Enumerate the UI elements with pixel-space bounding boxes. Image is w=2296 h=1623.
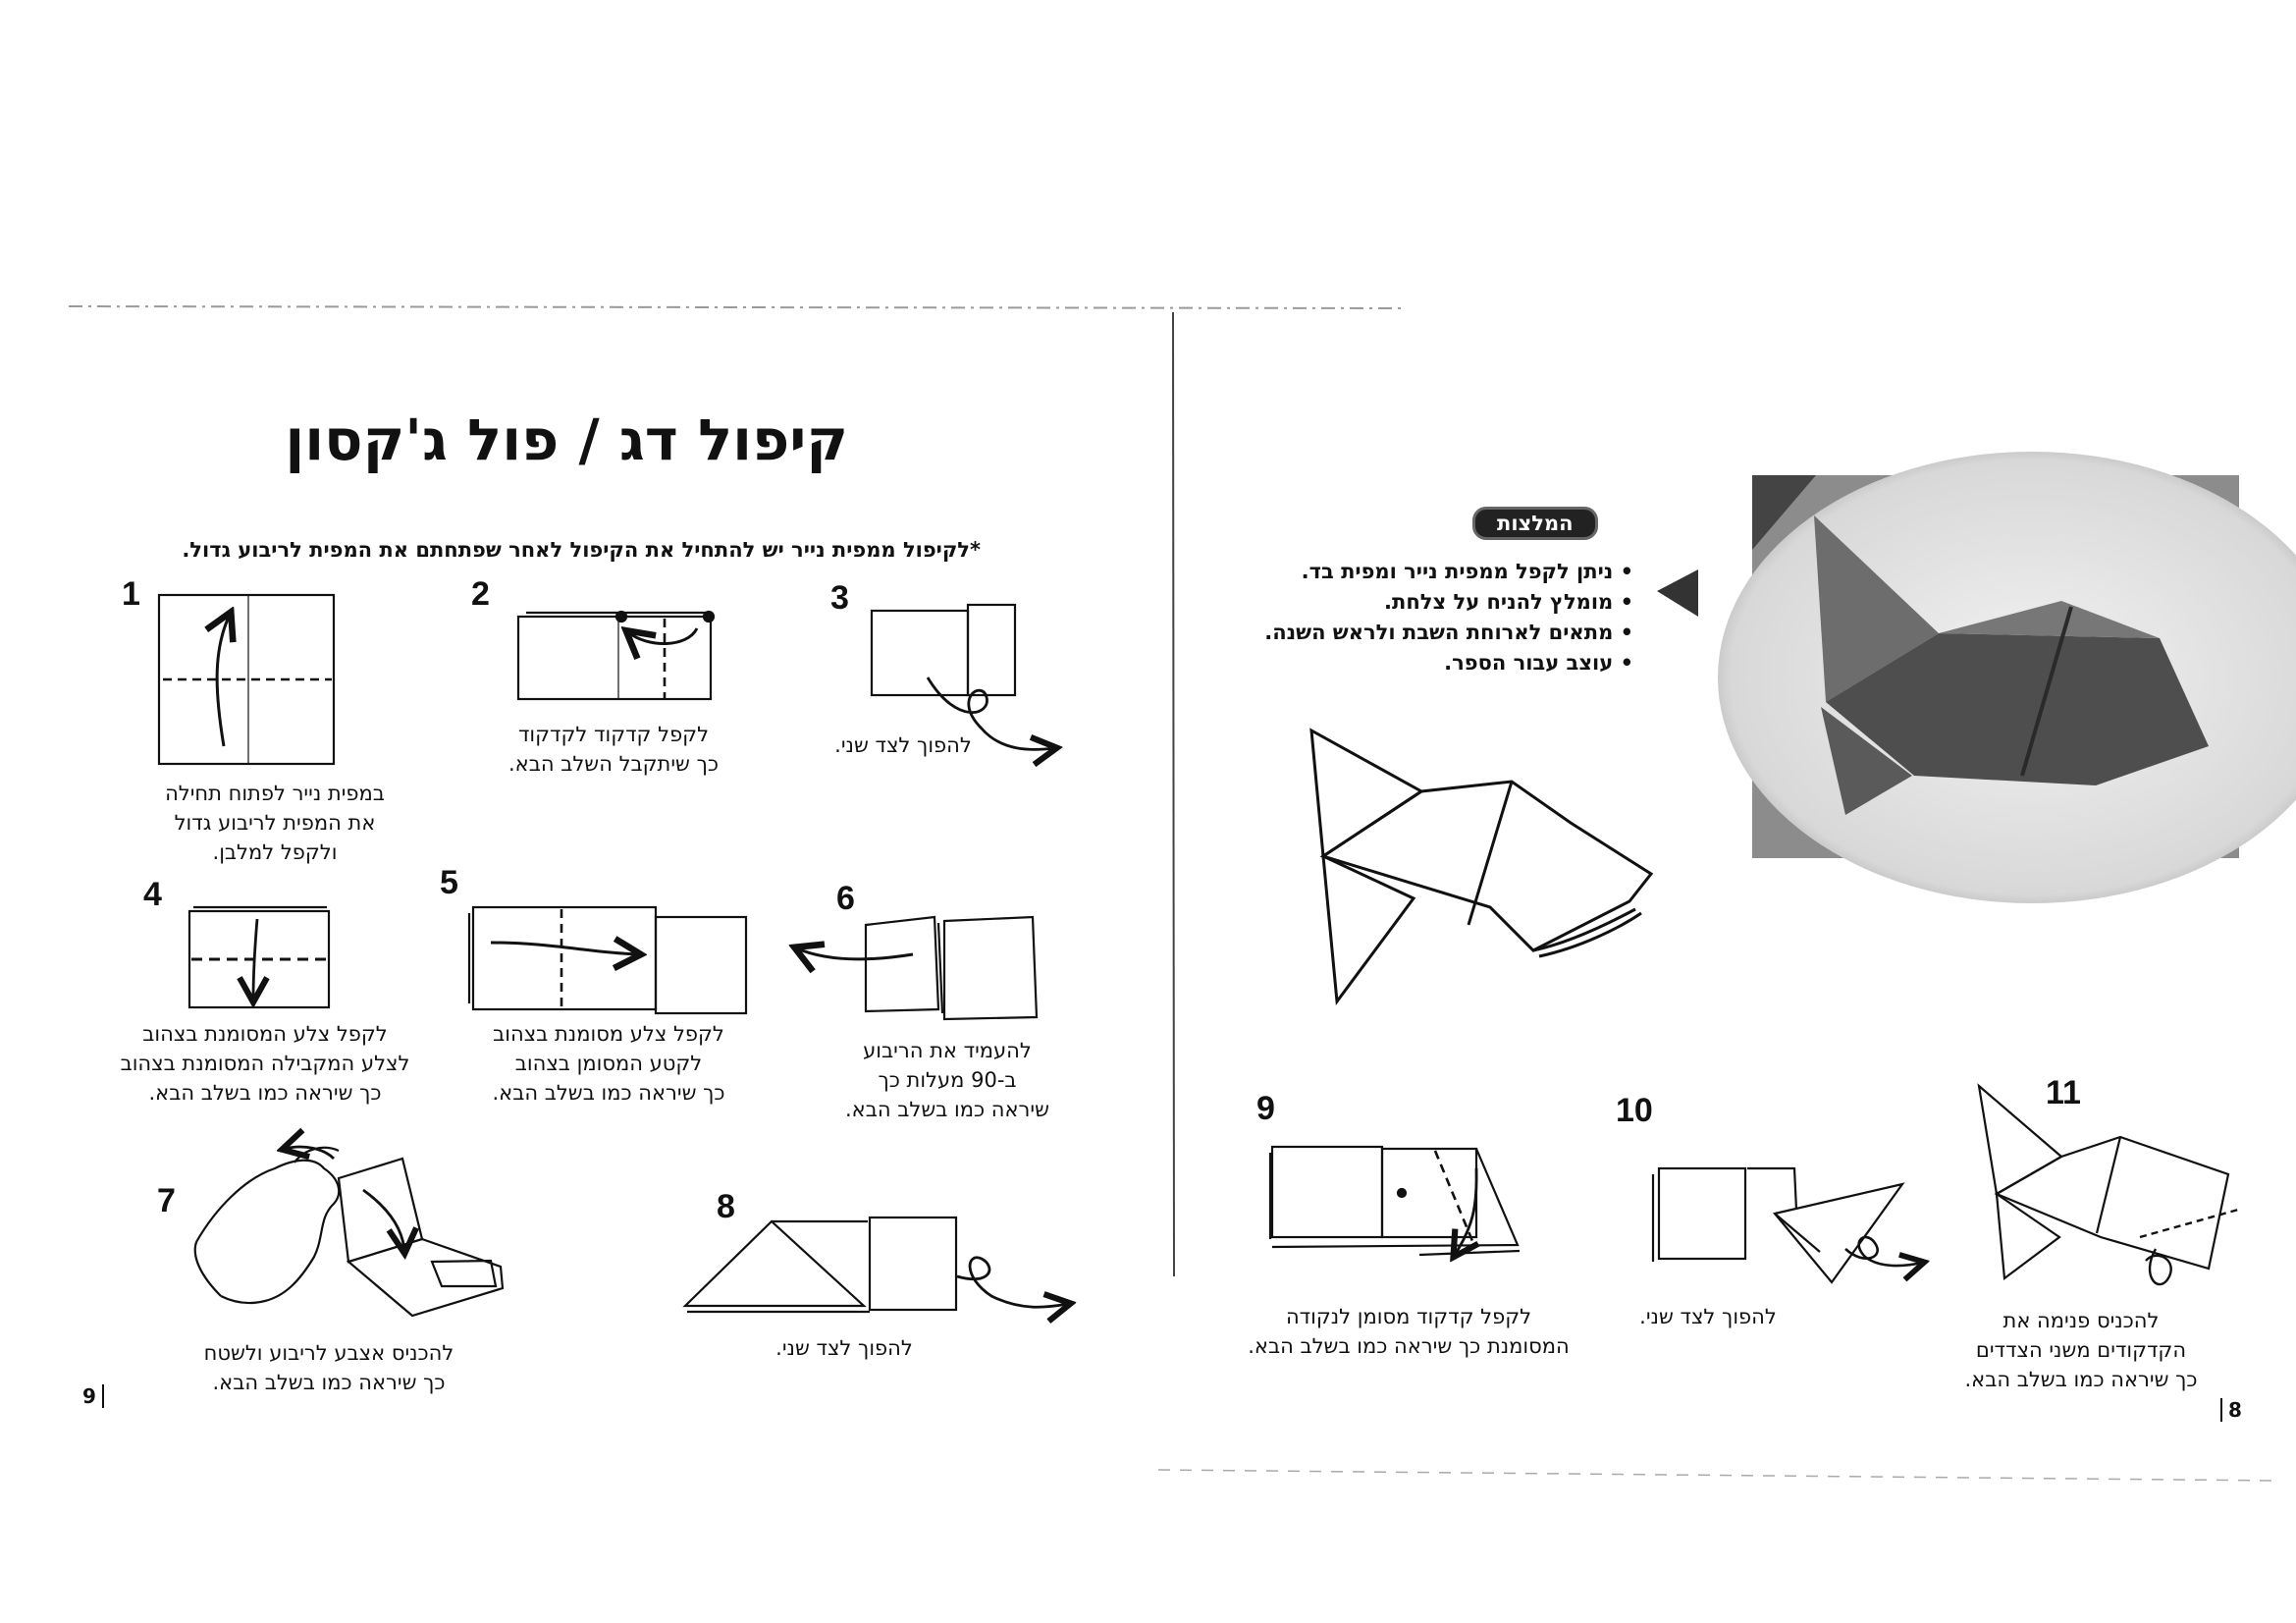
tip-item: • מתאים לארוחת השבת ולראש השנה. [1264,618,1633,648]
step-9-number: 9 [1256,1090,1275,1127]
step-3-caption [815,730,991,760]
step-4-diagram [189,907,329,1007]
step-9-diagram [1270,1147,1520,1255]
step-2-diagram [518,612,714,699]
tips-pointer-icon [1657,569,1698,617]
fish-photo [1718,452,2296,903]
step-11-diagram [1979,1086,2238,1284]
left-page-number: 9 [82,1384,104,1408]
step-1-line-3: ולקפל למלבן. [212,840,338,864]
intro-note: *לקיפול ממפית נייר יש להתחיל את הקיפול לאחר שפתחתם את המפית לריבוע גדול. [182,538,981,562]
step-8-caption [756,1333,933,1363]
step-2-number: 2 [471,575,490,613]
step-6-line-1: להעמיד את הריבוע [863,1039,1032,1062]
step-4-line-3: כך שיראה כמו בשלב הבא. [148,1081,382,1105]
step-5-number: 5 [440,864,458,901]
step-7-line-2: כך שיראה כמו בשלב הבא. [212,1371,446,1394]
step-1-caption [157,779,393,867]
right-page-number: 8 [2220,1398,2242,1422]
scan-bottom-line [1158,1470,2277,1481]
step-5-line-3: כך שיראה כמו בשלב הבא. [492,1081,725,1105]
step-7-caption [187,1338,471,1397]
step-5-line-1: לקפל צלע מסומנת בצהוב [493,1022,724,1046]
step-11-line-1: להכניס פנימה את [2002,1309,2160,1332]
step-1-line-2: את המפית לריבוע גדול [174,811,376,835]
step-10-caption [1620,1302,1796,1331]
step-8-diagram [685,1217,1068,1312]
step-4-caption [108,1019,422,1108]
step-3-number: 3 [830,579,849,617]
fish-line-drawing [1311,730,1651,1001]
step-2-caption [496,720,731,779]
tip-item: • עוצב עבור הספר. [1264,648,1633,678]
tips-title: המלצות [1472,507,1598,540]
step-10-number: 10 [1616,1092,1653,1129]
step-6-caption [834,1036,1060,1124]
tips-list [1264,557,1633,678]
page-title: קיפול דג / פול ג'קסון [285,406,848,473]
step-6-number: 6 [836,880,855,917]
step-5-caption [481,1019,736,1108]
step-11-caption [1953,1306,2209,1394]
step-2-line-2: כך שיתקבל השלב הבא. [507,752,719,776]
step-1-diagram [159,595,334,764]
step-2-line-1: לקפל קדקוד לקדקוד [517,723,710,746]
step-10-line-1: להפוך לצד שני. [1639,1305,1777,1328]
step-1-line-1: במפית נייר לפתוח תחילה [165,782,385,805]
step-8-number: 8 [717,1188,735,1225]
tip-item: • ניתן לקפל ממפית נייר ומפית בד. [1264,557,1633,587]
step-8-line-1: להפוך לצד שני. [775,1336,913,1360]
step-7-number: 7 [157,1182,176,1219]
step-5-line-2: לקטע המסומן בצהוב [514,1052,703,1075]
step-5-diagram [469,907,746,1013]
step-11-line-3: כך שיראה כמו בשלב הבא. [1964,1368,2198,1391]
step-3-diagram [872,605,1054,749]
step-6-diagram [797,917,1037,1019]
tip-item: • מומלץ להניח על צלחת. [1264,587,1633,618]
step-9-caption [1237,1302,1580,1361]
step-7-diagram [195,1147,503,1316]
step-11-number: 11 [2046,1074,2081,1111]
step-6-line-2: ב-90 מעלות כך [878,1068,1017,1092]
step-9-line-1: לקפל קדקוד מסומן לנקודה [1285,1305,1532,1328]
step-4-number: 4 [143,876,162,913]
step-3-line-1: להפוך לצד שני. [834,733,972,757]
step-4-line-2: לצלע המקבילה המסומנת בצהוב [120,1052,410,1075]
step-1-number: 1 [122,575,140,613]
step-9-line-2: המסומנת כך שיראה כמו בשלב הבא. [1248,1334,1570,1358]
step-4-line-1: לקפל צלע המסומנת בצהוב [142,1022,388,1046]
step-11-line-2: הקדקודים משני הצדדים [1975,1338,2187,1362]
scan-top-line [69,306,1404,308]
step-6-line-3: שיראה כמו בשלב הבא. [845,1098,1049,1121]
center-fold-line [1173,312,1174,1276]
step-7-line-1: להכניס אצבע לריבוע ולשטח [203,1341,454,1365]
step-10-diagram [1653,1168,1922,1282]
